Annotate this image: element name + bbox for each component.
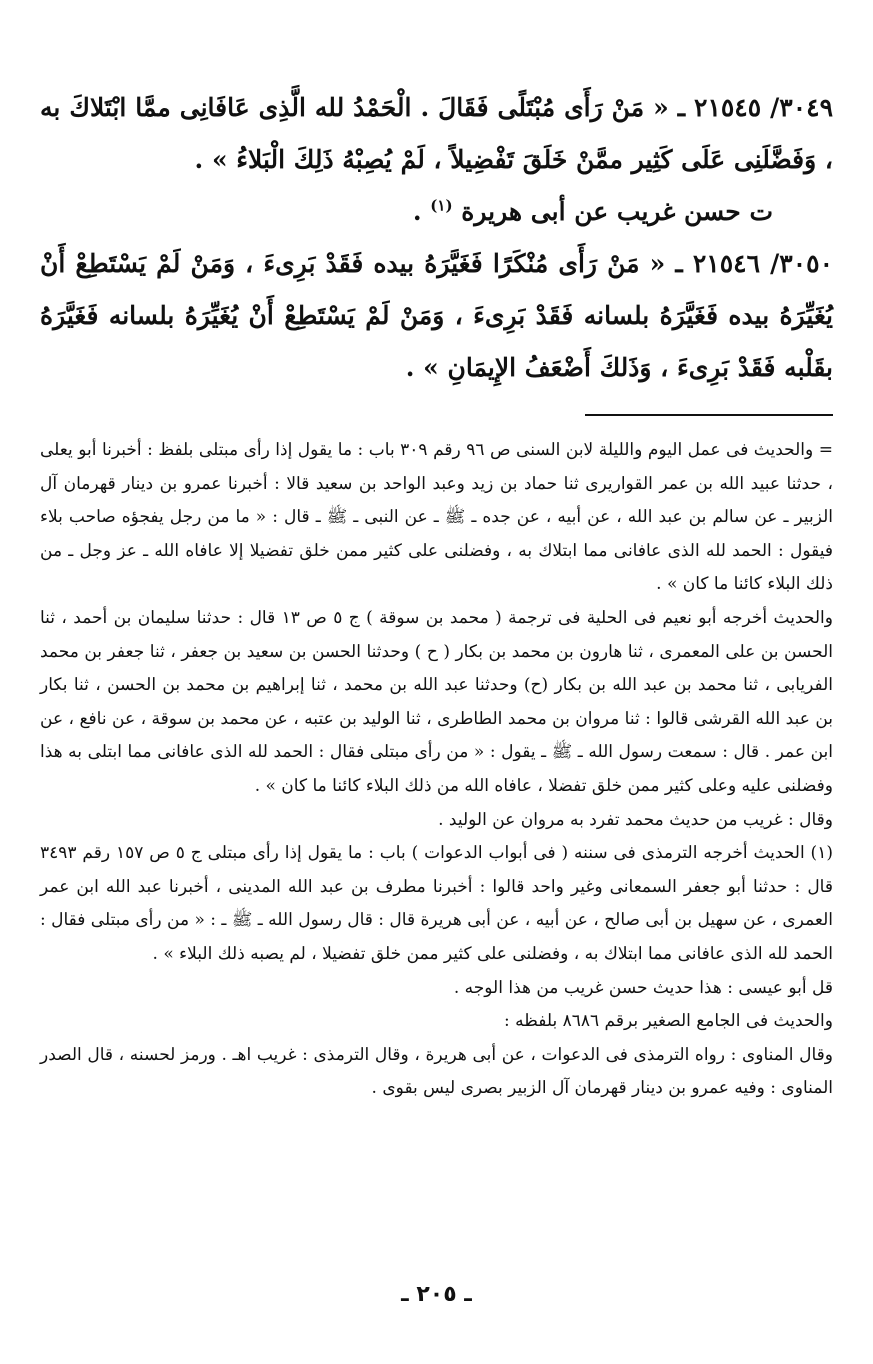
footnote-1-tirmidhi: (١) الحديث أخرجه الترمذى فى سننه ( فى أبواب الدعوات ) باب : ما يقول إذا رأى مبتلى ج ٥ ص ١٥٧ رقم ٣٤٩٣ قال : حدثنا أبو جعفر السمعانى وغير واحد قالوا : أخبرنا مطرف بن عبد الله المدينى ، أخبرنا عبد الله ابن عمر العمرى ، عن سهيل بن أبى صالح ، عن أبيه ، عن أبى هريرة قال : قال رسول الله ـ ﷺ ـ : « من رأى مبتلى فقال : الحمد لله الذى عافانى مما ابتلاك به ، وفضلنى على كثير ممن خلق تفضيلا ، لم يصبه ذلك البلاء » . — [40, 843, 833, 964]
footnote-marker[interactable]: (١) — [430, 196, 453, 215]
hadith-3049-line-1: ٣٠٤٩/ ٢١٥٤٥ ـ « مَنْ رَأَى مُبْتَلًى فَقَالَ . الْحَمْدُ لله الَّذِى عَافَانِى ممَّا ابْتَلاكَ به ، — [40, 93, 833, 174]
footnotes — [40, 434, 833, 1106]
grading-end: . — [412, 197, 431, 226]
page — [40, 82, 833, 1364]
grading-text: ت حسن غريب عن أبى هريرة — [461, 197, 773, 226]
page-number: ـ ٢٠٥ ـ — [401, 1282, 472, 1307]
note-abu-nuaym: والحديث أخرجه أبو نعيم فى الحلية فى ترجمة ( محمد بن سوقة ) ج ٥ ص ١٣ قال : حدثنا سليمان بن أحمد ، ثنا الحسن بن على المعمرى ، ثنا هارون بن محمد بن بكار ( ح ) وحدثنا الحسن بن سعيد بن جعفر ، ثنا جعفر بن محمد الفريابى ، ثنا محمد بن عبد الله بن بكار (ح) وحدثنا عبد الله بن محمد ، ثنا إبراهيم بن محمد بن الحسن ، ثنا بكار بن عبد الله القرشى قالوا : ثنا مروان بن محمد الطاطرى ، ثنا الوليد بن عتبه ، عن محمد بن سوقة ، عن نافع ، عن ابن عمر . قال : سمعت رسول الله ـ ﷺ ـ يقول : « من رأى مبتلى فقال : الحمد لله الذى عافانى مما ابتلى به هذا وفضلنى عليه وعلى كثير ممن خلق تفضلا ، عافاه الله من ذلك البلاء كائنا ما كان » . — [40, 607, 833, 796]
hadith-3050: ٣٠٥٠/ ٢١٥٤٦ ـ « مَنْ رَأَى مُنْكَرًا فَغَيَّرَهُ بيده فَقَدْ بَرِىءَ ، وَمَنْ لَمْ يَسْتَطِعْ أَنْ يُغَيِّرَهُ بيده فَغَيَّرَهُ بلسانه فَقَدْ بَرِىءَ ، وَمَنْ لَمْ يَسْتَطِعْ أَنْ يُغَيِّرَهُ بلسانه فَغَيَّرَهُ بقَلْبه فَقَدْ بَرِىءَ ، وَذَلكَ أَضْعَفُ الإِيمَانِ » . — [40, 249, 833, 382]
note-jami-saghir: والحديث فى الجامع الصغير برقم ٨٦٨٦ بلفظه : — [504, 1011, 833, 1032]
hadith-3049 — [40, 82, 833, 186]
note-ibn-sunni: = والحديث فى عمل اليوم والليلة لابن السنى ص ٩٦ رقم ٣٠٩ باب : ما يقول إذا رأى مبتلى بلفظ : أخبرنا أبو يعلى ، حدثنا عبيد الله بن عمر القواريرى ثنا حماد بن زيد وعبد الواحد بن سعيد قالا : أخبرنا عمرو بن دينار قهرمان آل الزبير ـ عن سالم بن عبد الله ، عن أبيه ، عن جده ـ ﷺ ـ عن النبى ـ ﷺ ـ قال : « ما من رجل يفجؤه صاحب بلاء فيقول : الحمد لله الذى عافانى مما ابتلاك به ، وفضلنى على كثير ممن خلق تفضيلا إلا عافاه الله ـ عز وجل ـ من ذلك البلاء كائنا ما كان » . — [40, 440, 833, 595]
note-gharib: وقال : غريب من حديث محمد تفرد به مروان عن الوليد . — [438, 809, 833, 830]
note-munawi: وقال المناوى : رواه الترمذى فى الدعوات ، عن أبى هريرة ، وقال الترمذى : غريب اهـ . ورمز لحسنه ، قال الصدر المناوى : وفيه عمرو بن دينار قهرمان آل الزبير بصرى ليس بقوى . — [40, 1044, 833, 1099]
note-abu-isa: قل أبو عيسى : هذا حديث حسن غريب من هذا الوجه . — [453, 977, 833, 998]
hadith-section — [40, 82, 833, 394]
footnote-divider — [585, 414, 833, 416]
hadith-3049-grading — [40, 186, 833, 238]
hadith-3049-line-2: وَفَضَّلَنِى عَلَى كَثِير ممَّنْ خَلَقَ تَفْضِيلاً ، لَمْ يُصِبْهُ ذَلِكَ الْبَلاءُ » . — [194, 145, 817, 174]
